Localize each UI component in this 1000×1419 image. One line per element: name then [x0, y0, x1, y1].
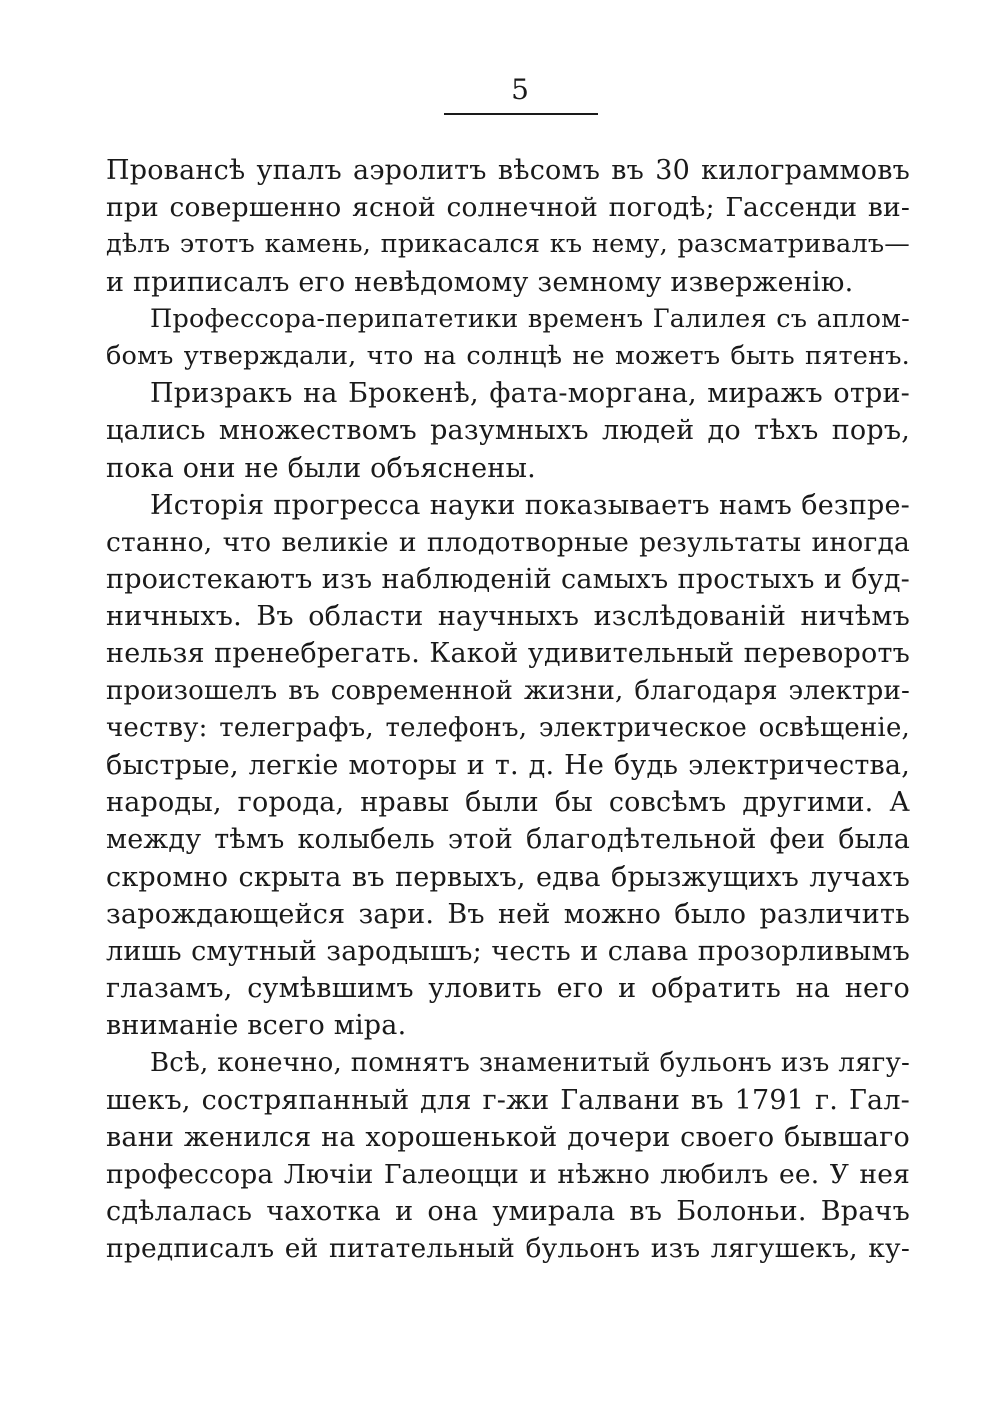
text-line: пока они не были объяснены.	[106, 452, 536, 484]
text-line: профессора Лючіи Галеоцци и нѣжно любилъ ее. У нея	[106, 1159, 910, 1191]
text-line: глазамъ, сумѣвшимъ уловить его и обратить на него	[106, 973, 910, 1005]
text-line: скромно скрыта въ первыхъ, едва брызжущихъ лучахъ	[106, 861, 910, 893]
text-line: зарождающейся зари. Въ ней можно было различить	[106, 898, 910, 930]
text-line: дѣлъ этотъ камень, прикасался къ нему, разсматривалъ—	[106, 229, 910, 260]
text-line: быстрые, легкіе моторы и т. д. Не будь электричества,	[106, 750, 910, 781]
text-line: Призракъ на Брокенѣ, фата-моргана, миражъ отри-	[150, 378, 910, 410]
text-line: бомъ утверждали, что на солнцѣ не можетъ быть пятенъ.	[106, 340, 910, 371]
text-line: Профессора-перипатетики временъ Галилея съ аплом-	[150, 303, 910, 334]
text-line: шекъ, состряпанный для г-жи Галвани въ 1791 г. Гал-	[106, 1084, 910, 1116]
text-line: вани женился на хорошенькой дочери своего бывшаго	[106, 1121, 910, 1153]
text-line: вниманіе всего міра.	[106, 1010, 407, 1042]
text-line: при совершенно ясной солнечной погодѣ; Гассенди ви-	[106, 192, 910, 224]
text-line: нельзя пренебрегать. Какой удивительный переворотъ	[106, 638, 910, 670]
header-rule	[444, 113, 598, 115]
body-text	[106, 152, 910, 1268]
page-number: 5	[511, 73, 529, 106]
text-line: и приписалъ его невѣдомому земному изверженію.	[106, 266, 854, 298]
text-line: сдѣлалась чахотка и она умирала въ Болоньи. Врачъ	[106, 1196, 910, 1228]
text-line: народы, города, нравы были бы совсѣмъ другими. А	[106, 787, 910, 819]
text-line: цались множествомъ разумныхъ людей до тѣхъ поръ,	[106, 415, 910, 447]
text-line: Исторія прогресса науки показываетъ намъ безпре-	[150, 489, 910, 521]
text-line: между тѣмъ колыбель этой благодѣтельной феи была	[106, 824, 910, 856]
text-line: станно, что великіе и плодотворные результаты иногда	[106, 526, 910, 558]
text-line: предписалъ ей питательный бульонъ изъ лягушекъ, ку-	[106, 1233, 910, 1265]
text-line: честву: телеграфъ, телефонъ, электрическое освѣщеніе,	[106, 712, 910, 743]
text-line: ничныхъ. Въ области научныхъ изслѣдованій ничѣмъ	[106, 601, 910, 633]
text-line: Всѣ, конечно, помнятъ знаменитый бульонъ изъ лягу-	[150, 1047, 910, 1078]
text-line: лишь смутный зародышъ; честь и слава прозорливымъ	[106, 935, 910, 967]
text-line: проистекаютъ изъ наблюденій самыхъ простыхъ и буд-	[106, 564, 910, 596]
text-line: произошелъ въ современной жизни, благодаря электри-	[106, 675, 910, 706]
text-line: Провансѣ упалъ аэролитъ вѣсомъ въ 30 килограммовъ	[106, 155, 910, 186]
